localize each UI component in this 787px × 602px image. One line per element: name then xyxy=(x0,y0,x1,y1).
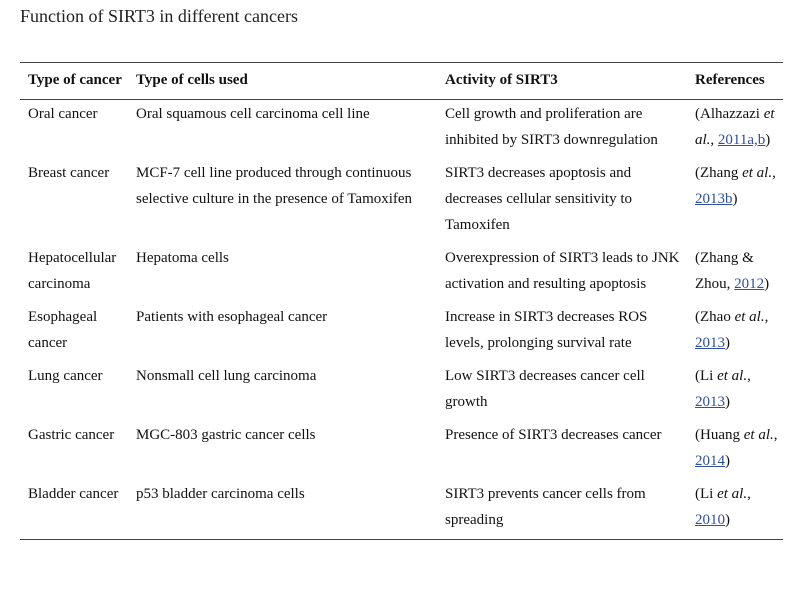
ref-author: Zhang & Zhou, xyxy=(695,250,754,292)
ref-etal: et al. xyxy=(734,309,765,325)
cell-reference: (Zhang & Zhou, 2012) xyxy=(695,250,770,292)
ref-year-link[interactable]: 2013 xyxy=(695,335,725,351)
cell-cells-used: Oral squamous cell carcinoma cell line xyxy=(136,106,370,122)
ref-etal: et al. xyxy=(717,368,748,384)
ref-author: Huang xyxy=(700,427,740,443)
table-row xyxy=(20,100,783,160)
cell-cells-used: Hepatoma cells xyxy=(136,250,229,266)
cell-cells-used: MCF-7 cell line produced through continuous selective culture in the presence of Tamoxifen xyxy=(136,165,413,207)
header-activity: Activity of SIRT3 xyxy=(445,72,558,88)
cell-reference: (Huang et al., 2014) xyxy=(695,427,778,469)
cell-activity: SIRT3 decreases apoptosis and decreases cellular sensitivity to Tamoxifen xyxy=(445,165,633,233)
cell-activity: Low SIRT3 decreases cancer cell growth xyxy=(445,368,645,410)
cell-activity: Presence of SIRT3 decreases cancer xyxy=(445,427,662,443)
table-row xyxy=(20,362,783,421)
table-row xyxy=(20,159,783,244)
ref-year-link[interactable]: 2012 xyxy=(734,276,765,292)
cell-cancer-type: Gastric cancer xyxy=(28,427,115,443)
cell-cancer-type: Breast cancer xyxy=(28,165,110,181)
ref-year-link[interactable]: 2011a,b xyxy=(717,132,766,148)
table-header-row xyxy=(20,63,783,100)
cell-cancer-type: Oral cancer xyxy=(28,106,98,122)
ref-author: Li xyxy=(700,368,714,384)
ref-etal: et al. xyxy=(717,486,748,502)
table-row xyxy=(20,244,783,303)
ref-etal: et al. xyxy=(742,165,773,181)
ref-author: Zhao xyxy=(700,309,731,325)
cell-cancer-type: Lung cancer xyxy=(28,368,103,384)
ref-year-link[interactable]: 2014 xyxy=(695,453,725,469)
cell-cells-used: Nonsmall cell lung carcinoma xyxy=(136,368,317,384)
ref-etal: et al. xyxy=(695,106,775,148)
cell-reference: (Li et al., 2013) xyxy=(695,368,751,410)
cell-cells-used: p53 bladder carcinoma cells xyxy=(136,486,305,502)
ref-year-link[interactable]: 2013 xyxy=(695,394,725,410)
cell-reference: (Alhazzazi et al., 2011a,b) xyxy=(695,106,775,148)
cell-activity: Cell growth and proliferation are inhibited by SIRT3 downregulation xyxy=(445,106,658,148)
ref-year-link[interactable]: 2013b xyxy=(695,191,733,207)
ref-author: Li xyxy=(700,486,714,502)
header-type-of-cells: Type of cells used xyxy=(136,72,248,88)
ref-etal: et al. xyxy=(743,427,774,443)
header-type-of-cancer: Type of cancer xyxy=(28,72,122,88)
cell-activity: Increase in SIRT3 decreases ROS levels, prolonging survival rate xyxy=(445,309,648,351)
table-row xyxy=(20,303,783,362)
cell-reference: (Li et al., 2010) xyxy=(695,486,751,528)
cell-activity: Overexpression of SIRT3 leads to JNK activation and resulting apoptosis xyxy=(445,250,680,292)
table-row xyxy=(20,480,783,540)
table-title: Function of SIRT3 in different cancers xyxy=(20,6,299,26)
cell-cancer-type: Hepatocellular carcinoma xyxy=(28,250,117,292)
ref-author: Zhang xyxy=(700,165,739,181)
ref-year-link[interactable]: 2010 xyxy=(695,512,725,528)
sirt3-cancer-table xyxy=(20,62,783,540)
cell-reference: (Zhang et al., 2013b) xyxy=(695,165,776,207)
cell-activity: SIRT3 prevents cancer cells from spreading xyxy=(445,486,646,528)
cell-cancer-type: Bladder cancer xyxy=(28,486,119,502)
cell-reference: (Zhao et al., 2013) xyxy=(695,309,769,351)
ref-author: Alhazzazi xyxy=(700,106,760,122)
cell-cancer-type: Esophageal cancer xyxy=(28,309,98,351)
cell-cells-used: MGC-803 gastric cancer cells xyxy=(136,427,316,443)
header-references: References xyxy=(695,72,765,88)
cell-cells-used: Patients with esophageal cancer xyxy=(136,309,328,325)
table-row xyxy=(20,421,783,480)
